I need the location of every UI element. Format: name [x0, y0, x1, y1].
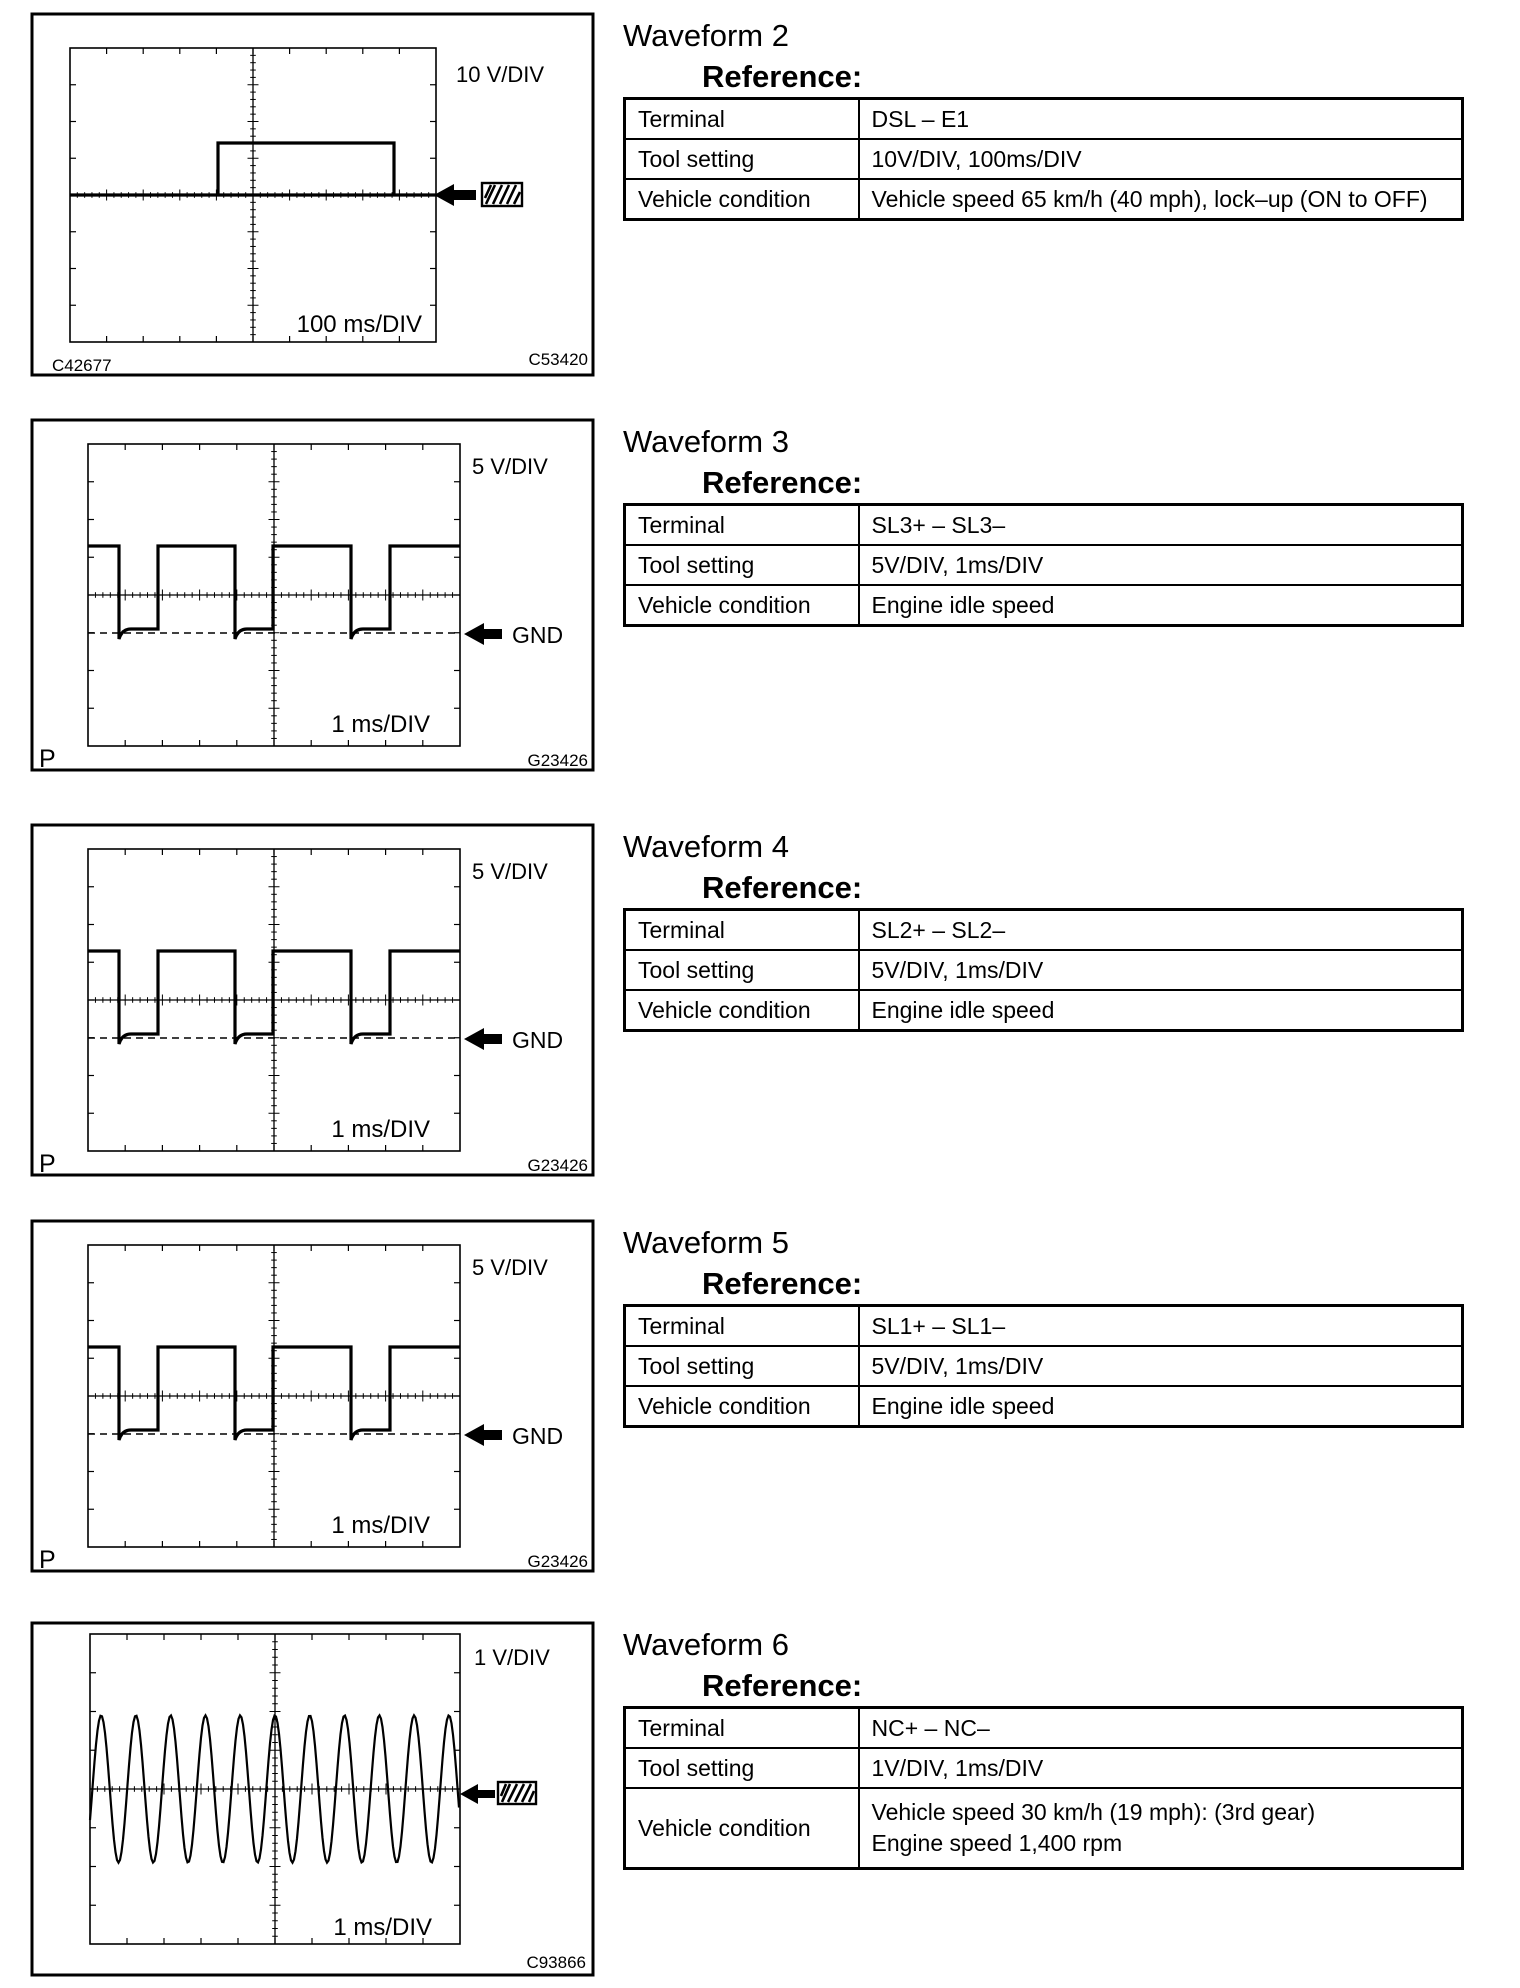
- waveform-6-scope: [30, 1621, 595, 1977]
- v-per-div-label: 5 V/DIV: [472, 454, 548, 479]
- waveform-2-figure: [30, 12, 595, 377]
- row-value-cell: Vehicle speed 65 km/h (40 mph), lock–up (ON to OFF): [859, 179, 1463, 220]
- terminal-row: [625, 910, 1463, 951]
- time-per-div-label: 1 ms/DIV: [331, 1116, 430, 1143]
- row-value-cell: [859, 1788, 1463, 1869]
- signal-trace: [88, 951, 460, 1044]
- terminal-row: [625, 99, 1463, 140]
- time-per-div-label: 100 ms/DIV: [296, 311, 422, 338]
- tool-setting-row: [625, 1748, 1463, 1788]
- figure-code-left: P: [39, 1150, 56, 1177]
- figure-code-right: G23426: [527, 1156, 588, 1175]
- reference-heading: Reference:: [702, 59, 863, 94]
- row-label-cell: Tool setting: [625, 1346, 859, 1386]
- row-label-cell: Terminal: [625, 99, 859, 140]
- section-title: Waveform 3: [623, 424, 789, 459]
- gnd-arrow-icon: [464, 623, 502, 645]
- reference-heading: Reference:: [702, 870, 863, 905]
- reference-table: [623, 97, 1464, 221]
- row-label-cell: Tool setting: [625, 545, 859, 585]
- gnd-arrow-icon: [464, 1028, 502, 1050]
- waveform-4-figure: [30, 823, 595, 1177]
- vehicle-condition-row: [625, 179, 1463, 220]
- waveform-6-figure: [30, 1621, 595, 1977]
- hatch-marker-icon: [482, 183, 522, 206]
- row-label-cell: Terminal: [625, 1708, 859, 1749]
- waveform-5-section: [0, 1219, 1520, 1573]
- time-per-div-label: 1 ms/DIV: [331, 1512, 430, 1539]
- waveform-3-figure: [30, 418, 595, 772]
- waveform-2-section: [0, 12, 1520, 377]
- tool-setting-row: [625, 950, 1463, 990]
- gnd-label: GND: [512, 622, 564, 648]
- gnd-label: GND: [512, 1423, 564, 1449]
- vehicle-condition-row: [625, 1386, 1463, 1427]
- figure-code-left: P: [39, 1546, 56, 1573]
- vehicle-condition-row: [625, 990, 1463, 1031]
- signal-trace: [88, 546, 460, 639]
- reference-table: [623, 908, 1464, 1032]
- vehicle-condition-row: [625, 585, 1463, 626]
- row-label-cell: Vehicle condition: [625, 1788, 859, 1869]
- row-value-cell: SL3+ – SL3–: [859, 505, 1463, 546]
- v-per-div-label: 5 V/DIV: [472, 859, 548, 884]
- row-value-cell: 5V/DIV, 1ms/DIV: [859, 950, 1463, 990]
- section-title: Waveform 4: [623, 829, 789, 864]
- row-label-cell: Vehicle condition: [625, 585, 859, 626]
- row-value-cell: SL1+ – SL1–: [859, 1306, 1463, 1347]
- row-label-cell: Tool setting: [625, 139, 859, 179]
- tool-setting-row: [625, 545, 1463, 585]
- zero-level-arrow-icon: [460, 1784, 495, 1804]
- waveform-4-section: [0, 823, 1520, 1177]
- reference-table: [623, 1706, 1464, 1870]
- v-per-div-label: 10 V/DIV: [456, 62, 545, 87]
- row-value-cell: NC+ – NC–: [859, 1708, 1463, 1749]
- reference-heading: Reference:: [702, 1266, 863, 1301]
- row-label-cell: Tool setting: [625, 1748, 859, 1788]
- row-label-cell: Vehicle condition: [625, 990, 859, 1031]
- zero-level-arrow-icon: [434, 184, 476, 206]
- tool-setting-row: [625, 139, 1463, 179]
- reference-heading: Reference:: [702, 1668, 863, 1703]
- waveform-6-section: [0, 1621, 1520, 1977]
- reference-heading: Reference:: [702, 465, 863, 500]
- figure-code-right: C53420: [528, 350, 588, 369]
- waveform-3-scope: [30, 418, 595, 772]
- vehicle-condition-row: [625, 1788, 1463, 1869]
- row-value-cell: 10V/DIV, 100ms/DIV: [859, 139, 1463, 179]
- tool-setting-row: [625, 1346, 1463, 1386]
- v-per-div-label: 5 V/DIV: [472, 1255, 548, 1280]
- row-value-cell: 5V/DIV, 1ms/DIV: [859, 545, 1463, 585]
- section-title: Waveform 2: [623, 18, 789, 53]
- figure-code-left: P: [39, 745, 56, 772]
- row-label-cell: Terminal: [625, 1306, 859, 1347]
- reference-table: [623, 503, 1464, 627]
- reference-table: [623, 1304, 1464, 1428]
- signal-trace: [88, 1347, 460, 1440]
- time-per-div-label: 1 ms/DIV: [333, 1914, 432, 1941]
- terminal-row: [625, 505, 1463, 546]
- row-value-cell: Engine idle speed: [859, 585, 1463, 626]
- gnd-arrow-icon: [464, 1424, 502, 1446]
- gnd-label: GND: [512, 1027, 564, 1053]
- figure-code-right: G23426: [527, 751, 588, 770]
- waveform-5-figure: [30, 1219, 595, 1573]
- waveform-2-scope: [30, 12, 595, 377]
- terminal-row: [625, 1306, 1463, 1347]
- waveform-4-scope: [30, 823, 595, 1177]
- waveform-3-section: [0, 418, 1520, 772]
- terminal-row: [625, 1708, 1463, 1749]
- section-title: Waveform 6: [623, 1627, 789, 1662]
- row-value-cell: Engine idle speed: [859, 1386, 1463, 1427]
- row-label-cell: Vehicle condition: [625, 1386, 859, 1427]
- figure-code-right: C93866: [526, 1953, 586, 1972]
- hatch-marker-icon: [498, 1782, 536, 1804]
- row-label-cell: Terminal: [625, 910, 859, 951]
- section-title: Waveform 5: [623, 1225, 789, 1260]
- v-per-div-label: 1 V/DIV: [474, 1645, 550, 1670]
- row-value-cell: 5V/DIV, 1ms/DIV: [859, 1346, 1463, 1386]
- row-value-cell: DSL – E1: [859, 99, 1463, 140]
- row-value-cell: 1V/DIV, 1ms/DIV: [859, 1748, 1463, 1788]
- figure-code-left: C42677: [52, 356, 112, 375]
- row-label-cell: Vehicle condition: [625, 179, 859, 220]
- row-value-cell: SL2+ – SL2–: [859, 910, 1463, 951]
- row-value-cell: Engine idle speed: [859, 990, 1463, 1031]
- waveform-5-scope: [30, 1219, 595, 1573]
- figure-code-right: G23426: [527, 1552, 588, 1571]
- vehicle-condition-line-1: Vehicle speed 30 km/h (19 mph): (3rd gear): [871, 1799, 1316, 1825]
- row-label-cell: Terminal: [625, 505, 859, 546]
- row-label-cell: Tool setting: [625, 950, 859, 990]
- time-per-div-label: 1 ms/DIV: [331, 711, 430, 738]
- vehicle-condition-line-2: Engine speed 1,400 rpm: [871, 1830, 1123, 1856]
